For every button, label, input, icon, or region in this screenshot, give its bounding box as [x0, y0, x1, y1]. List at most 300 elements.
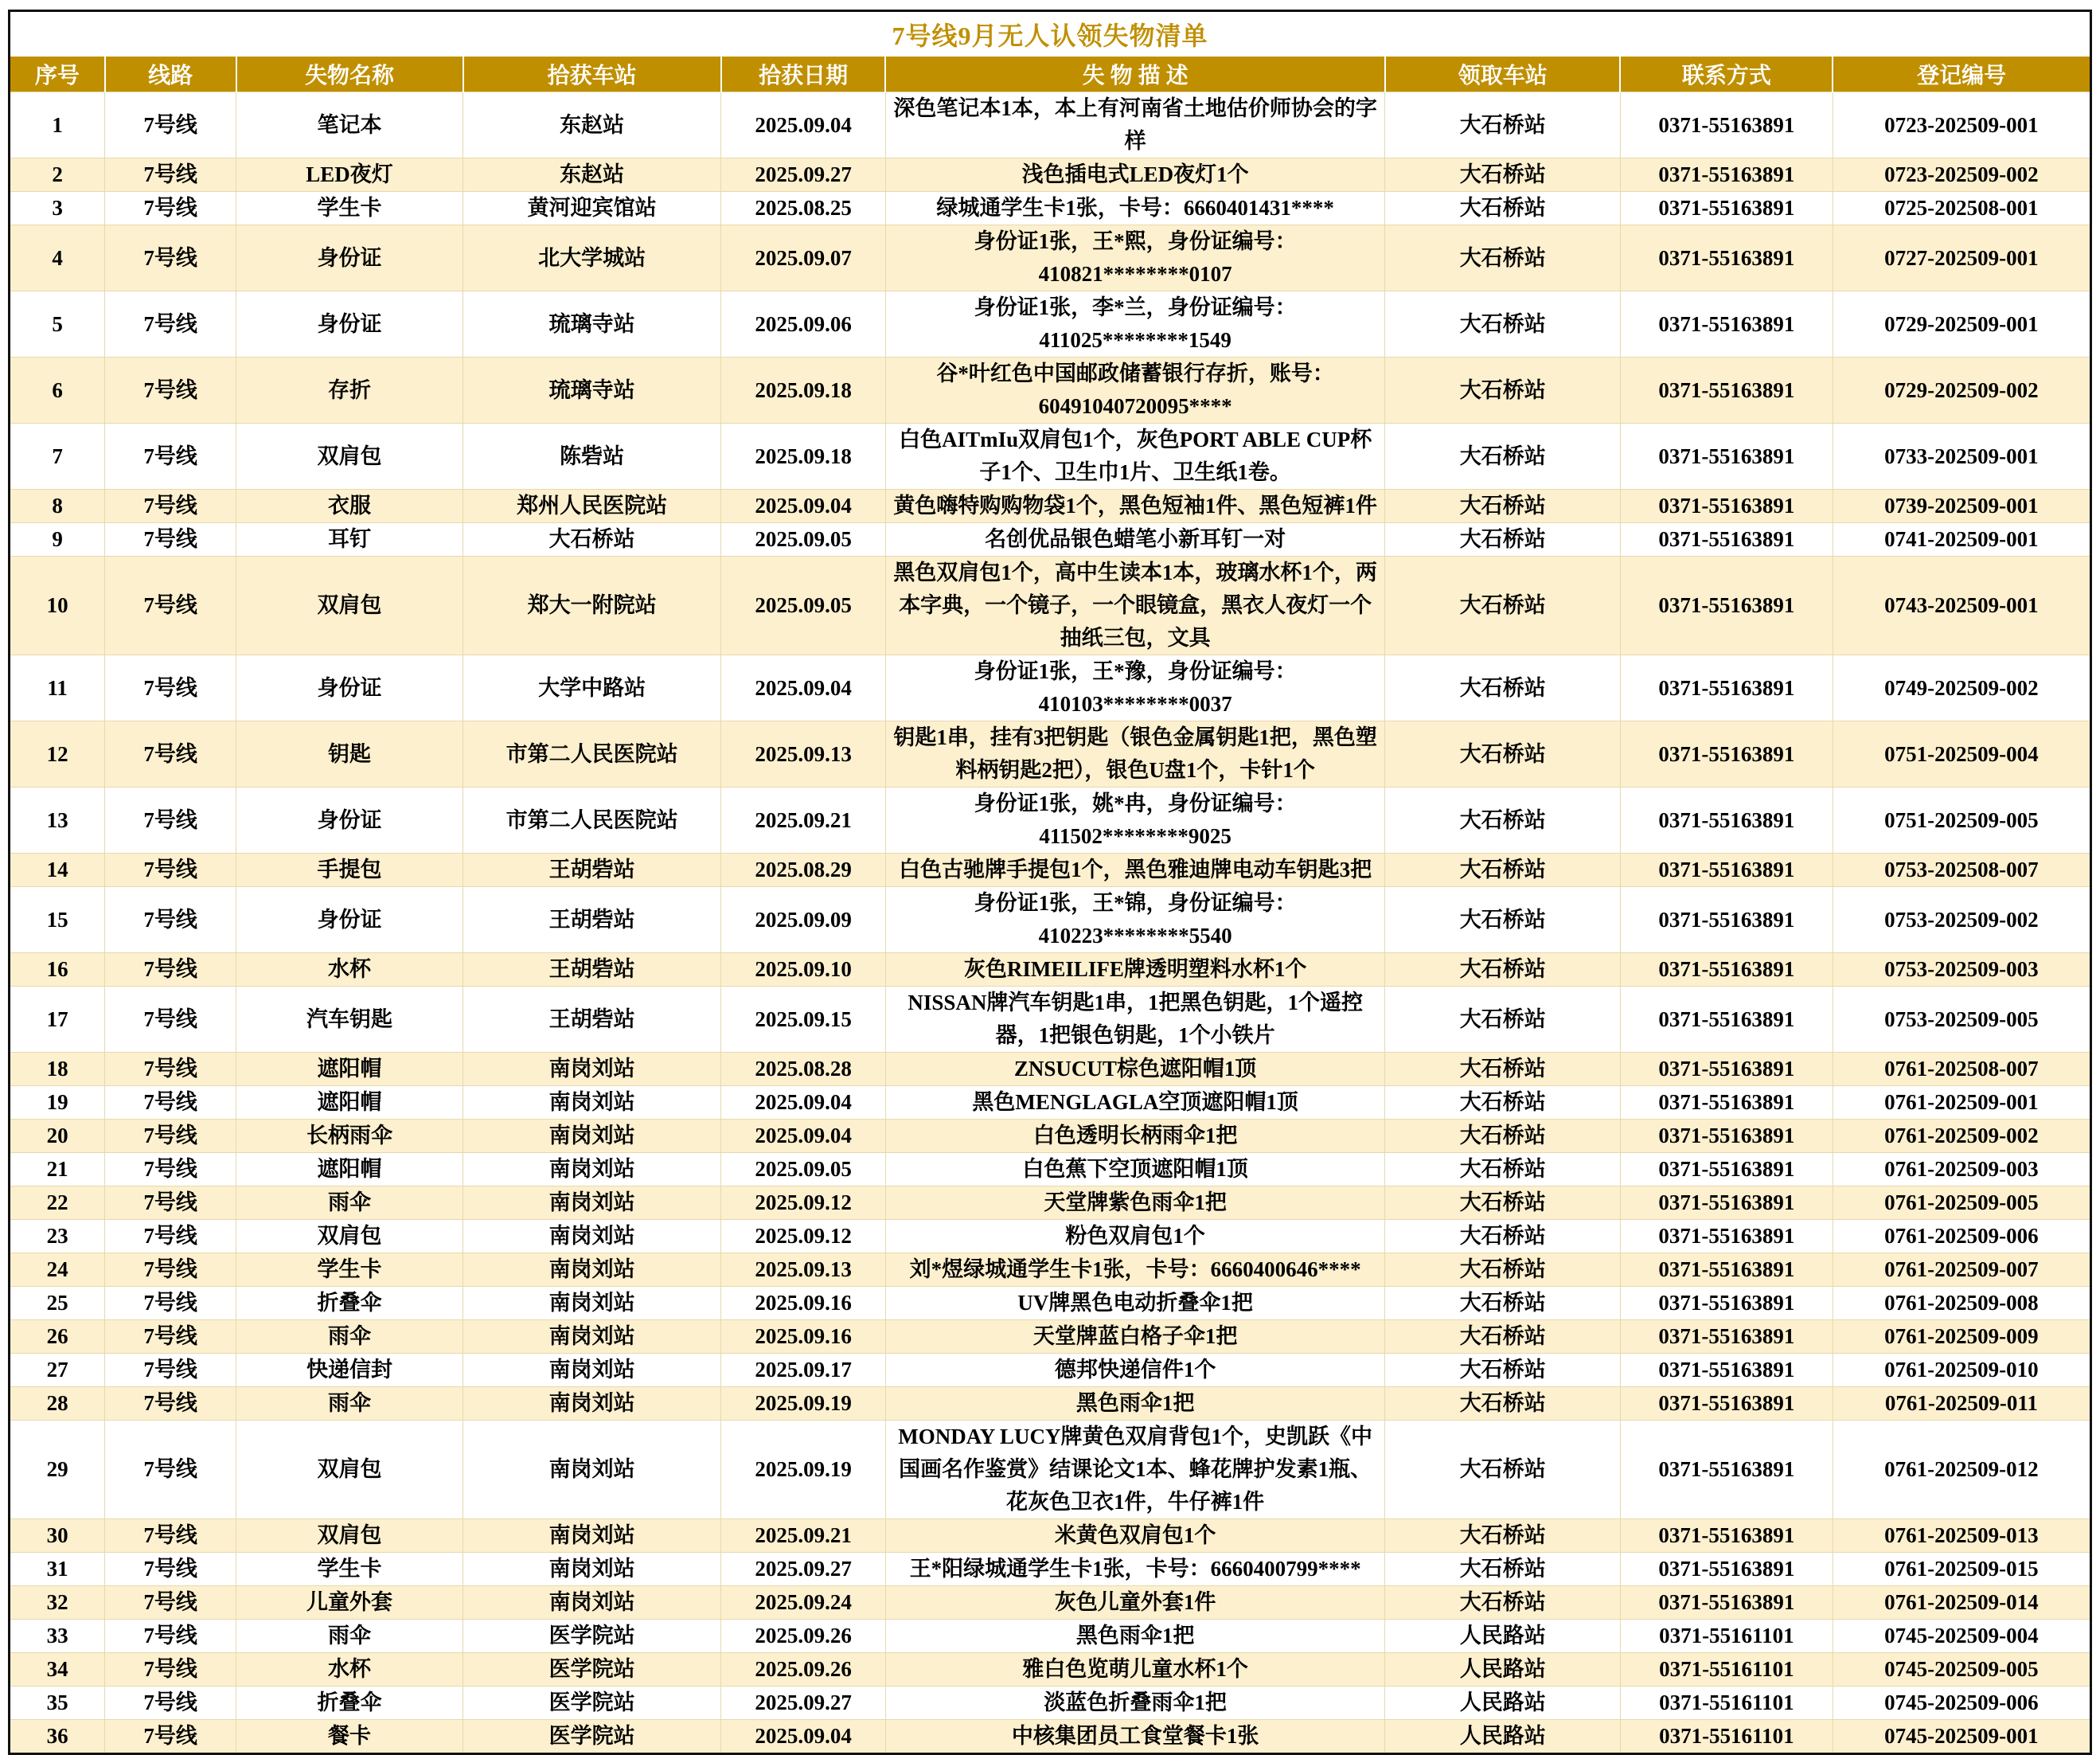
cell-description: 黄色嗨特购购物袋1个，黑色短袖1件、黑色短裤1件	[885, 490, 1385, 523]
cell-pickup-station: 大石桥站	[1385, 1421, 1620, 1519]
cell-item-name: 双肩包	[236, 1519, 463, 1553]
cell-found-station: 医学院站	[463, 1687, 721, 1720]
table-row	[10, 1153, 2091, 1186]
cell-contact: 0371-55163891	[1620, 721, 1833, 788]
cell-index: 20	[10, 1120, 105, 1153]
cell-found-station: 市第二人民医院站	[463, 721, 721, 788]
cell-registration-no: 0761-202509-006	[1833, 1220, 2090, 1253]
page-title: 7号线9月无人认领失物清单	[10, 11, 2091, 57]
cell-index: 21	[10, 1153, 105, 1186]
cell-found-station: 南岗刘站	[463, 1287, 721, 1320]
cell-index: 2	[10, 158, 105, 192]
cell-description: 白色古驰牌手提包1个，黑色雅迪牌电动车钥匙3把	[885, 854, 1385, 887]
cell-line: 7号线	[105, 1086, 236, 1120]
cell-line: 7号线	[105, 1320, 236, 1354]
cell-contact: 0371-55163891	[1620, 291, 1833, 358]
cell-description: 灰色儿童外套1件	[885, 1586, 1385, 1620]
cell-item-name: 长柄雨伞	[236, 1120, 463, 1153]
cell-contact: 0371-55163891	[1620, 854, 1833, 887]
cell-index: 5	[10, 291, 105, 358]
cell-contact: 0371-55163891	[1620, 92, 1833, 158]
cell-index: 15	[10, 887, 105, 953]
cell-contact: 0371-55161101	[1620, 1653, 1833, 1687]
cell-found-station: 王胡砦站	[463, 887, 721, 953]
cell-pickup-station: 大石桥站	[1385, 1120, 1620, 1153]
cell-found-date: 2025.09.19	[721, 1387, 886, 1421]
cell-pickup-station: 大石桥站	[1385, 92, 1620, 158]
cell-line: 7号线	[105, 424, 236, 490]
cell-registration-no: 0761-202509-010	[1833, 1354, 2090, 1387]
table-row	[10, 424, 2091, 490]
cell-description: 白色蕉下空顶遮阳帽1顶	[885, 1153, 1385, 1186]
cell-found-station: 医学院站	[463, 1720, 721, 1754]
cell-found-station: 南岗刘站	[463, 1186, 721, 1220]
cell-found-station: 南岗刘站	[463, 1253, 721, 1287]
cell-found-date: 2025.09.04	[721, 92, 886, 158]
cell-item-name: LED夜灯	[236, 158, 463, 192]
cell-pickup-station: 大石桥站	[1385, 953, 1620, 987]
cell-found-date: 2025.09.05	[721, 523, 886, 557]
cell-description: 绿城通学生卡1张，卡号：6660401431****	[885, 192, 1385, 225]
cell-found-date: 2025.09.04	[721, 490, 886, 523]
cell-registration-no: 0761-202509-007	[1833, 1253, 2090, 1287]
cell-found-date: 2025.09.09	[721, 887, 886, 953]
table-row	[10, 887, 2091, 953]
cell-registration-no: 0751-202509-004	[1833, 721, 2090, 788]
cell-line: 7号线	[105, 987, 236, 1053]
cell-pickup-station: 大石桥站	[1385, 1320, 1620, 1354]
cell-found-date: 2025.09.06	[721, 291, 886, 358]
cell-description: 身份证1张，王*豫，身份证编号：410103********0037	[885, 655, 1385, 721]
table-row	[10, 1120, 2091, 1153]
cell-line: 7号线	[105, 523, 236, 557]
cell-found-station: 南岗刘站	[463, 1519, 721, 1553]
cell-contact: 0371-55163891	[1620, 1186, 1833, 1220]
cell-contact: 0371-55163891	[1620, 523, 1833, 557]
cell-index: 35	[10, 1687, 105, 1720]
cell-item-name: 雨伞	[236, 1320, 463, 1354]
table-row	[10, 1519, 2091, 1553]
cell-item-name: 水杯	[236, 953, 463, 987]
cell-line: 7号线	[105, 225, 236, 291]
cell-contact: 0371-55161101	[1620, 1687, 1833, 1720]
cell-found-station: 南岗刘站	[463, 1053, 721, 1086]
cell-contact: 0371-55163891	[1620, 1519, 1833, 1553]
table-row	[10, 1620, 2091, 1653]
cell-pickup-station: 大石桥站	[1385, 788, 1620, 854]
cell-index: 6	[10, 358, 105, 424]
column-header-contact: 联系方式	[1620, 57, 1833, 92]
cell-pickup-station: 大石桥站	[1385, 721, 1620, 788]
cell-found-station: 琉璃寺站	[463, 291, 721, 358]
cell-description: 黑色雨伞1把	[885, 1620, 1385, 1653]
cell-found-station: 南岗刘站	[463, 1421, 721, 1519]
cell-found-date: 2025.08.29	[721, 854, 886, 887]
column-header-index: 序号	[10, 57, 105, 92]
table-row	[10, 1320, 2091, 1354]
cell-registration-no: 0761-202509-009	[1833, 1320, 2090, 1354]
cell-registration-no: 0753-202508-007	[1833, 854, 2090, 887]
cell-index: 24	[10, 1253, 105, 1287]
cell-found-date: 2025.09.18	[721, 358, 886, 424]
cell-index: 17	[10, 987, 105, 1053]
cell-found-date: 2025.09.26	[721, 1653, 886, 1687]
cell-registration-no: 0753-202509-002	[1833, 887, 2090, 953]
cell-found-date: 2025.09.27	[721, 1687, 886, 1720]
cell-contact: 0371-55163891	[1620, 1320, 1833, 1354]
cell-registration-no: 0745-202509-005	[1833, 1653, 2090, 1687]
cell-item-name: 遮阳帽	[236, 1086, 463, 1120]
cell-registration-no: 0741-202509-001	[1833, 523, 2090, 557]
cell-line: 7号线	[105, 291, 236, 358]
cell-registration-no: 0739-202509-001	[1833, 490, 2090, 523]
cell-registration-no: 0761-202509-008	[1833, 1287, 2090, 1320]
cell-registration-no: 0753-202509-003	[1833, 953, 2090, 987]
table-row	[10, 1553, 2091, 1586]
cell-line: 7号线	[105, 1586, 236, 1620]
cell-description: 黑色双肩包1个，高中生读本1本，玻璃水杯1个，两本字典，一个镜子，一个眼镜盒，黑衣人夜灯一个抽纸三包，文具	[885, 557, 1385, 655]
cell-description: 黑色MENGLAGLA空顶遮阳帽1顶	[885, 1086, 1385, 1120]
cell-description: 钥匙1串，挂有3把钥匙（银色金属钥匙1把，黑色塑料柄钥匙2把），银色U盘1个，卡针1个	[885, 721, 1385, 788]
cell-found-date: 2025.09.04	[721, 655, 886, 721]
cell-description: 雅白色览萌儿童水杯1个	[885, 1653, 1385, 1687]
table-row	[10, 1586, 2091, 1620]
cell-registration-no: 0761-202509-002	[1833, 1120, 2090, 1153]
cell-index: 30	[10, 1519, 105, 1553]
cell-registration-no: 0723-202509-002	[1833, 158, 2090, 192]
cell-contact: 0371-55161101	[1620, 1620, 1833, 1653]
cell-found-station: 郑州人民医院站	[463, 490, 721, 523]
cell-registration-no: 0745-202509-004	[1833, 1620, 2090, 1653]
cell-found-station: 南岗刘站	[463, 1220, 721, 1253]
cell-pickup-station: 大石桥站	[1385, 557, 1620, 655]
cell-description: 白色AITmIu双肩包1个，灰色PORT ABLE CUP杯子1个、卫生巾1片、卫生纸1卷。	[885, 424, 1385, 490]
cell-found-date: 2025.09.21	[721, 1519, 886, 1553]
cell-index: 27	[10, 1354, 105, 1387]
cell-description: 谷*叶红色中国邮政储蓄银行存折，账号：60491040720095****	[885, 358, 1385, 424]
cell-item-name: 雨伞	[236, 1186, 463, 1220]
cell-description: 浅色插电式LED夜灯1个	[885, 158, 1385, 192]
cell-found-date: 2025.09.04	[721, 1120, 886, 1153]
cell-pickup-station: 人民路站	[1385, 1653, 1620, 1687]
cell-item-name: 手提包	[236, 854, 463, 887]
cell-registration-no: 0761-202509-014	[1833, 1586, 2090, 1620]
cell-registration-no: 0753-202509-005	[1833, 987, 2090, 1053]
cell-contact: 0371-55163891	[1620, 358, 1833, 424]
table-row	[10, 1220, 2091, 1253]
cell-found-date: 2025.09.04	[721, 1086, 886, 1120]
cell-index: 29	[10, 1421, 105, 1519]
cell-item-name: 身份证	[236, 788, 463, 854]
column-header-found-station: 拾获车站	[463, 57, 721, 92]
cell-found-date: 2025.09.18	[721, 424, 886, 490]
cell-description: 身份证1张，王*锦，身份证编号：410223********5540	[885, 887, 1385, 953]
cell-item-name: 钥匙	[236, 721, 463, 788]
cell-line: 7号线	[105, 854, 236, 887]
cell-contact: 0371-55163891	[1620, 192, 1833, 225]
cell-description: 天堂牌紫色雨伞1把	[885, 1186, 1385, 1220]
cell-pickup-station: 大石桥站	[1385, 1086, 1620, 1120]
cell-index: 12	[10, 721, 105, 788]
cell-pickup-station: 人民路站	[1385, 1687, 1620, 1720]
cell-item-name: 衣服	[236, 490, 463, 523]
cell-found-station: 南岗刘站	[463, 1086, 721, 1120]
cell-description: 身份证1张，姚*冉，身份证编号：411502********9025	[885, 788, 1385, 854]
cell-found-station: 南岗刘站	[463, 1553, 721, 1586]
table-row	[10, 1354, 2091, 1387]
cell-pickup-station: 大石桥站	[1385, 1553, 1620, 1586]
cell-description: NISSAN牌汽车钥匙1串，1把黑色钥匙，1个遥控器，1把银色钥匙，1个小铁片	[885, 987, 1385, 1053]
cell-index: 8	[10, 490, 105, 523]
cell-pickup-station: 大石桥站	[1385, 1354, 1620, 1387]
cell-line: 7号线	[105, 655, 236, 721]
cell-pickup-station: 人民路站	[1385, 1720, 1620, 1754]
table-row	[10, 92, 2091, 158]
cell-line: 7号线	[105, 1553, 236, 1586]
cell-index: 4	[10, 225, 105, 291]
cell-contact: 0371-55163891	[1620, 424, 1833, 490]
cell-description: 身份证1张，李*兰，身份证编号：411025********1549	[885, 291, 1385, 358]
table-row	[10, 1387, 2091, 1421]
cell-found-date: 2025.09.13	[721, 1253, 886, 1287]
cell-found-station: 南岗刘站	[463, 1586, 721, 1620]
cell-line: 7号线	[105, 1354, 236, 1387]
cell-found-station: 医学院站	[463, 1620, 721, 1653]
cell-pickup-station: 大石桥站	[1385, 291, 1620, 358]
table-row	[10, 1687, 2091, 1720]
table-row	[10, 1720, 2091, 1754]
cell-contact: 0371-55163891	[1620, 1253, 1833, 1287]
cell-found-station: 南岗刘站	[463, 1120, 721, 1153]
cell-found-station: 南岗刘站	[463, 1153, 721, 1186]
cell-registration-no: 0761-202509-012	[1833, 1421, 2090, 1519]
cell-registration-no: 0725-202508-001	[1833, 192, 2090, 225]
cell-pickup-station: 大石桥站	[1385, 854, 1620, 887]
cell-pickup-station: 大石桥站	[1385, 192, 1620, 225]
cell-item-name: 双肩包	[236, 424, 463, 490]
cell-pickup-station: 大石桥站	[1385, 1186, 1620, 1220]
cell-contact: 0371-55163891	[1620, 1354, 1833, 1387]
cell-found-date: 2025.09.15	[721, 987, 886, 1053]
cell-found-date: 2025.09.16	[721, 1287, 886, 1320]
cell-contact: 0371-55163891	[1620, 1287, 1833, 1320]
cell-contact: 0371-55163891	[1620, 1120, 1833, 1153]
cell-pickup-station: 人民路站	[1385, 1620, 1620, 1653]
column-header-row	[10, 57, 2091, 92]
cell-index: 34	[10, 1653, 105, 1687]
cell-index: 14	[10, 854, 105, 887]
cell-pickup-station: 大石桥站	[1385, 1586, 1620, 1620]
cell-registration-no: 0745-202509-006	[1833, 1687, 2090, 1720]
table-row	[10, 158, 2091, 192]
table-row	[10, 854, 2091, 887]
cell-contact: 0371-55163891	[1620, 490, 1833, 523]
cell-index: 25	[10, 1287, 105, 1320]
cell-pickup-station: 大石桥站	[1385, 490, 1620, 523]
cell-description: UV牌黑色电动折叠伞1把	[885, 1287, 1385, 1320]
column-header-line: 线路	[105, 57, 236, 92]
column-header-pickup-station: 领取车站	[1385, 57, 1620, 92]
cell-registration-no: 0761-202509-015	[1833, 1553, 2090, 1586]
cell-registration-no: 0761-202509-013	[1833, 1519, 2090, 1553]
cell-registration-no: 0729-202509-002	[1833, 358, 2090, 424]
title-row	[10, 11, 2091, 57]
cell-line: 7号线	[105, 1153, 236, 1186]
table-row	[10, 291, 2091, 358]
cell-found-date: 2025.09.12	[721, 1186, 886, 1220]
cell-found-station: 市第二人民医院站	[463, 788, 721, 854]
cell-item-name: 汽车钥匙	[236, 987, 463, 1053]
cell-pickup-station: 大石桥站	[1385, 887, 1620, 953]
cell-pickup-station: 大石桥站	[1385, 424, 1620, 490]
cell-description: ZNSUCUT棕色遮阳帽1顶	[885, 1053, 1385, 1086]
cell-found-station: 北大学城站	[463, 225, 721, 291]
cell-registration-no: 0727-202509-001	[1833, 225, 2090, 291]
cell-registration-no: 0745-202509-001	[1833, 1720, 2090, 1754]
lost-items-table	[8, 10, 2092, 1755]
cell-found-station: 陈砦站	[463, 424, 721, 490]
cell-description: 中核集团员工食堂餐卡1张	[885, 1720, 1385, 1754]
cell-index: 33	[10, 1620, 105, 1653]
cell-item-name: 笔记本	[236, 92, 463, 158]
cell-item-name: 遮阳帽	[236, 1153, 463, 1186]
cell-description: MONDAY LUCY牌黄色双肩背包1个，史凯跃《中国画名作鉴赏》结课论文1本、蜂花牌护发素1瓶、花灰色卫衣1件，牛仔裤1件	[885, 1421, 1385, 1519]
cell-registration-no: 0749-202509-002	[1833, 655, 2090, 721]
cell-contact: 0371-55161101	[1620, 1720, 1833, 1754]
cell-description: 灰色RIMEILIFE牌透明塑料水杯1个	[885, 953, 1385, 987]
cell-registration-no: 0729-202509-001	[1833, 291, 2090, 358]
cell-contact: 0371-55163891	[1620, 953, 1833, 987]
cell-pickup-station: 大石桥站	[1385, 523, 1620, 557]
cell-found-station: 南岗刘站	[463, 1320, 721, 1354]
cell-pickup-station: 大石桥站	[1385, 1287, 1620, 1320]
cell-item-name: 学生卡	[236, 192, 463, 225]
cell-line: 7号线	[105, 1421, 236, 1519]
cell-contact: 0371-55163891	[1620, 987, 1833, 1053]
cell-description: 名创优品银色蜡笔小新耳钉一对	[885, 523, 1385, 557]
table-row	[10, 953, 2091, 987]
cell-index: 18	[10, 1053, 105, 1086]
table-row	[10, 225, 2091, 291]
cell-found-station: 大石桥站	[463, 523, 721, 557]
cell-index: 31	[10, 1553, 105, 1586]
table-row	[10, 1287, 2091, 1320]
table-row	[10, 192, 2091, 225]
table-row	[10, 1653, 2091, 1687]
cell-item-name: 折叠伞	[236, 1287, 463, 1320]
cell-index: 3	[10, 192, 105, 225]
table-row	[10, 523, 2091, 557]
cell-found-date: 2025.08.25	[721, 192, 886, 225]
cell-pickup-station: 大石桥站	[1385, 987, 1620, 1053]
cell-found-station: 郑大一附院站	[463, 557, 721, 655]
cell-found-date: 2025.09.16	[721, 1320, 886, 1354]
cell-item-name: 双肩包	[236, 1220, 463, 1253]
cell-index: 13	[10, 788, 105, 854]
cell-registration-no: 0761-202509-005	[1833, 1186, 2090, 1220]
cell-item-name: 存折	[236, 358, 463, 424]
cell-contact: 0371-55163891	[1620, 557, 1833, 655]
cell-index: 1	[10, 92, 105, 158]
table-row	[10, 987, 2091, 1053]
cell-index: 26	[10, 1320, 105, 1354]
cell-line: 7号线	[105, 1287, 236, 1320]
cell-index: 28	[10, 1387, 105, 1421]
cell-pickup-station: 大石桥站	[1385, 1220, 1620, 1253]
cell-description: 刘*煜绿城通学生卡1张，卡号：6660400646****	[885, 1253, 1385, 1287]
cell-contact: 0371-55163891	[1620, 1421, 1833, 1519]
cell-item-name: 耳钉	[236, 523, 463, 557]
cell-index: 23	[10, 1220, 105, 1253]
cell-found-station: 王胡砦站	[463, 953, 721, 987]
cell-line: 7号线	[105, 490, 236, 523]
cell-found-station: 南岗刘站	[463, 1387, 721, 1421]
cell-pickup-station: 大石桥站	[1385, 358, 1620, 424]
cell-item-name: 水杯	[236, 1653, 463, 1687]
cell-found-station: 医学院站	[463, 1653, 721, 1687]
cell-registration-no: 0733-202509-001	[1833, 424, 2090, 490]
cell-registration-no: 0761-202508-007	[1833, 1053, 2090, 1086]
table-row	[10, 721, 2091, 788]
cell-contact: 0371-55163891	[1620, 788, 1833, 854]
cell-item-name: 餐卡	[236, 1720, 463, 1754]
cell-item-name: 双肩包	[236, 557, 463, 655]
table-row	[10, 557, 2091, 655]
cell-line: 7号线	[105, 1653, 236, 1687]
cell-index: 9	[10, 523, 105, 557]
table-row	[10, 1253, 2091, 1287]
table-row	[10, 788, 2091, 854]
cell-line: 7号线	[105, 1519, 236, 1553]
cell-line: 7号线	[105, 158, 236, 192]
cell-index: 7	[10, 424, 105, 490]
cell-index: 22	[10, 1186, 105, 1220]
cell-found-date: 2025.09.10	[721, 953, 886, 987]
cell-found-station: 琉璃寺站	[463, 358, 721, 424]
cell-line: 7号线	[105, 1720, 236, 1754]
cell-found-date: 2025.09.12	[721, 1220, 886, 1253]
column-header-description: 失 物 描 述	[885, 57, 1385, 92]
cell-description: 淡蓝色折叠雨伞1把	[885, 1687, 1385, 1720]
cell-pickup-station: 大石桥站	[1385, 1053, 1620, 1086]
cell-pickup-station: 大石桥站	[1385, 1519, 1620, 1553]
cell-item-name: 快递信封	[236, 1354, 463, 1387]
cell-found-station: 黄河迎宾馆站	[463, 192, 721, 225]
table-row	[10, 1186, 2091, 1220]
cell-found-date: 2025.09.05	[721, 1153, 886, 1186]
column-header-found-date: 拾获日期	[721, 57, 886, 92]
cell-line: 7号线	[105, 1053, 236, 1086]
cell-pickup-station: 大石桥站	[1385, 1153, 1620, 1186]
table-row	[10, 490, 2091, 523]
cell-line: 7号线	[105, 1220, 236, 1253]
cell-found-date: 2025.09.27	[721, 158, 886, 192]
cell-description: 黑色雨伞1把	[885, 1387, 1385, 1421]
cell-description: 米黄色双肩包1个	[885, 1519, 1385, 1553]
table-row	[10, 358, 2091, 424]
cell-index: 19	[10, 1086, 105, 1120]
column-header-registration-no: 登记编号	[1833, 57, 2090, 92]
cell-item-name: 折叠伞	[236, 1687, 463, 1720]
cell-line: 7号线	[105, 721, 236, 788]
cell-registration-no: 0761-202509-001	[1833, 1086, 2090, 1120]
cell-line: 7号线	[105, 358, 236, 424]
cell-contact: 0371-55163891	[1620, 225, 1833, 291]
cell-found-date: 2025.08.28	[721, 1053, 886, 1086]
cell-line: 7号线	[105, 1186, 236, 1220]
cell-found-date: 2025.09.19	[721, 1421, 886, 1519]
cell-found-date: 2025.09.21	[721, 788, 886, 854]
